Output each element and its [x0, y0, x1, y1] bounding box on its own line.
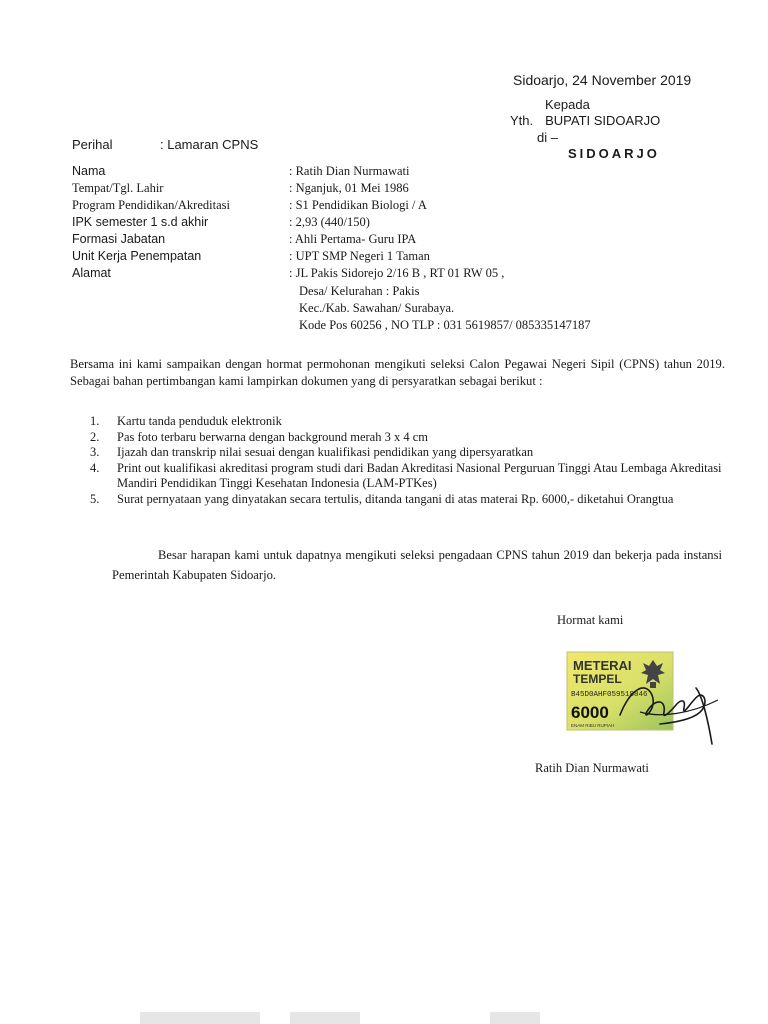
recipient-name: BUPATI SIDOARJO [545, 113, 661, 128]
letter-date: Sidoarjo, 24 November 2019 [513, 72, 692, 88]
recipient-city: SIDOARJO [568, 146, 660, 161]
applicant-value: : Ratih Dian Nurmawati [289, 164, 410, 178]
scan-artifact [290, 1012, 360, 1024]
applicant-value: : UPT SMP Negeri 1 Taman [289, 249, 430, 263]
applicant-label: Tempat/Tgl. Lahir [72, 181, 164, 195]
applicant-label: Unit Kerja Penempatan [72, 249, 202, 263]
handwritten-signature [600, 660, 730, 750]
applicant-value: : JL Pakis Sidorejo 2/16 B , RT 01 RW 05 , [289, 266, 505, 280]
kepada-label: Kepada [545, 97, 590, 112]
address-line: Desa/ Kelurahan : Pakis [299, 284, 420, 298]
list-number: 4. [90, 460, 100, 475]
list-item [90, 492, 730, 508]
list-text: Print out kualifikasi akreditasi program studi dari Badan Akreditasi Nasional Perguruan Tinggi Atau Lembaga Akreditasi Mandiri Pendidikan Tinggi Kesehatan Indonesia (LAM-PTKes) [117, 460, 722, 490]
signer-name: Ratih Dian Nurmawati [535, 761, 649, 775]
attachment-list [90, 414, 730, 507]
di-label: di – [537, 130, 558, 145]
scan-artifact [490, 1012, 540, 1024]
list-number: 1. [90, 414, 100, 428]
list-item [90, 414, 730, 430]
applicant-label: IPK semester 1 s.d akhir [72, 215, 209, 229]
applicant-value: : Ahli Pertama- Guru IPA [289, 232, 417, 246]
list-text: Kartu tanda penduduk elektronik [117, 414, 282, 428]
closing-greeting: Hormat kami [557, 613, 624, 627]
stamp-subtitle: TEMPEL [573, 672, 622, 686]
stamp-words: ENAM RIBU RUPIAH [571, 723, 615, 728]
list-item [90, 461, 730, 492]
address-line: Kec./Kab. Sawahan/ Surabaya. [299, 301, 455, 315]
scan-artifact [140, 1012, 260, 1024]
applicant-label: Program Pendidikan/Akreditasi [72, 198, 230, 212]
applicant-value: : S1 Pendidikan Biologi / A [289, 198, 427, 212]
intro-paragraph: Bersama ini kami sampaikan dengan hormat permohonan mengikuti seleksi Calon Pegawai Negeri Sipil (CPNS) tahun 2019. Sebagai bahan pertimbangan kami lampirkan dokumen yang di persyaratkan sebagai berikut : [70, 357, 725, 388]
stamp-title: METERAI [573, 658, 632, 673]
applicant-value: : 2,93 (440/150) [289, 215, 370, 229]
stamp-serial: B45D0AHF059518846 [571, 691, 648, 699]
list-item [90, 445, 730, 461]
closing-paragraph: Besar harapan kami untuk dapatnya mengikuti seleksi pengadaan CPNS tahun 2019 dan bekerja pada instansi Pemerintah Kabupaten Sidoarjo. [112, 548, 722, 582]
list-number: 5. [90, 491, 100, 506]
list-number: 2. [90, 429, 100, 444]
perihal-label: Perihal [72, 137, 113, 152]
applicant-label: Alamat [72, 266, 111, 280]
stamp-value: 6000 [571, 703, 609, 722]
yth-label: Yth. [510, 113, 534, 128]
perihal-value: : Lamaran CPNS [160, 137, 259, 152]
recipient-line [510, 113, 660, 128]
applicant-label: Formasi Jabatan [72, 232, 166, 246]
list-item [90, 430, 730, 446]
list-text: Ijazah dan transkrip nilai sesuai dengan kualifikasi pendidikan yang dipersyaratkan [117, 445, 534, 459]
address-line: Kode Pos 60256 , NO TLP : 031 5619857/ 085335147187 [299, 318, 591, 332]
applicant-label: Nama [72, 164, 106, 178]
list-text: Pas foto terbaru berwarna dengan background merah 3 x 4 cm [117, 429, 428, 444]
list-number: 3. [90, 445, 100, 459]
list-text: Surat pernyataan yang dinyatakan secara tertulis, ditanda tangani di atas materai Rp. 6000,- diketahui Orangtua [117, 491, 674, 506]
applicant-value: : Nganjuk, 01 Mei 1986 [289, 181, 409, 195]
